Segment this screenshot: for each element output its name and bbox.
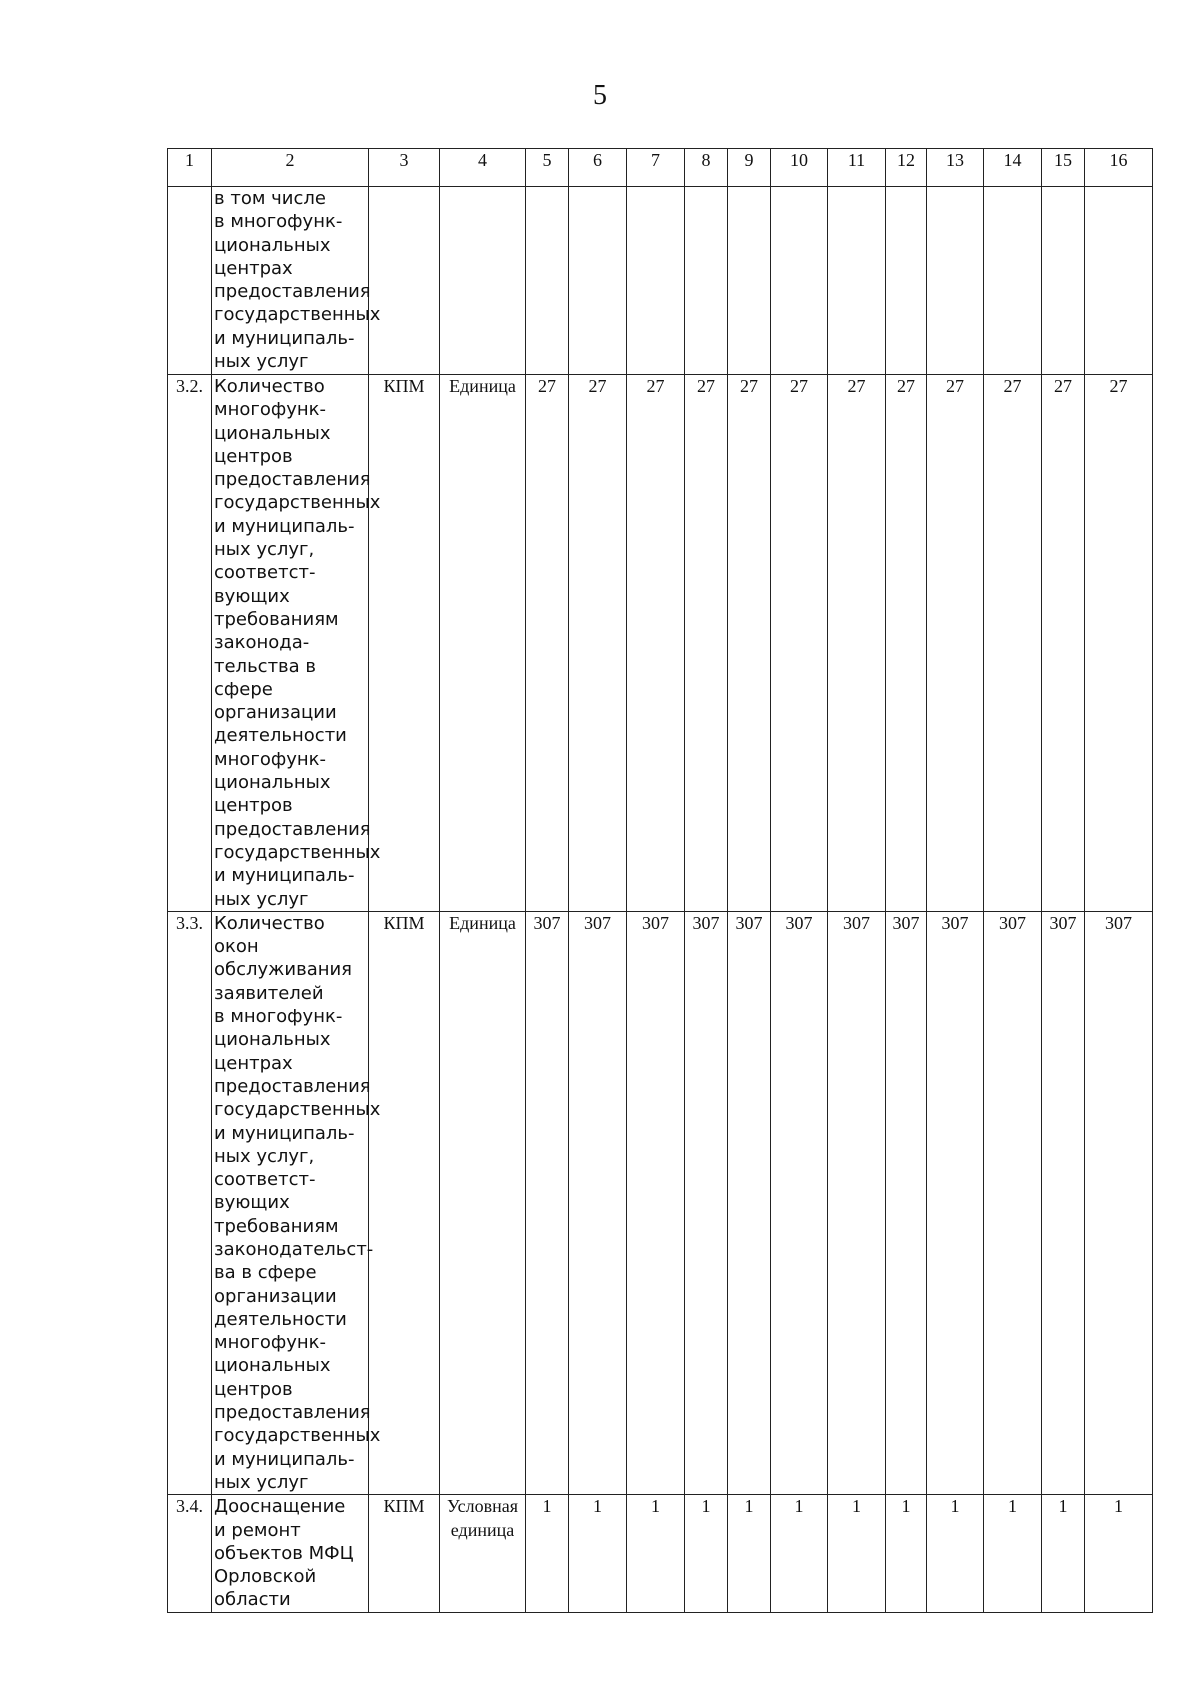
value-cell: 307: [1085, 911, 1153, 1494]
value-cell: 27: [685, 375, 728, 912]
value-cell: 307: [685, 911, 728, 1494]
value-cell: [927, 187, 984, 375]
value-cell: 1: [526, 1495, 569, 1613]
indicator-name: Количество окон обслуживания заявителей в многофунк- циональных центрах предоставления государственных и муниципаль- ных услуг, соответст- вующих требованиям законодательст- ва в сфере организации деятельности многофунк- циональных центров предоставления государственных и муниципаль- ных услуг: [212, 911, 369, 1494]
value-cell: 1: [984, 1495, 1042, 1613]
value-cell: 27: [728, 375, 771, 912]
value-cell: 307: [984, 911, 1042, 1494]
value-cell: [685, 187, 728, 375]
value-cell: [828, 187, 886, 375]
table-row: [168, 375, 1153, 912]
column-header: 5: [526, 149, 569, 187]
value-cell: 307: [627, 911, 685, 1494]
row-number: [168, 187, 212, 375]
value-cell: 307: [526, 911, 569, 1494]
source-cell: КПМ: [369, 911, 440, 1494]
value-cell: 1: [1042, 1495, 1085, 1613]
unit-cell: [440, 187, 526, 375]
source-cell: [369, 187, 440, 375]
value-cell: [728, 187, 771, 375]
table-row: [168, 187, 1153, 375]
value-cell: 307: [828, 911, 886, 1494]
row-number: 3.2.: [168, 375, 212, 912]
table-header-row: [168, 149, 1153, 187]
value-cell: [569, 187, 627, 375]
column-header: 4: [440, 149, 526, 187]
value-cell: 1: [828, 1495, 886, 1613]
value-cell: 27: [927, 375, 984, 912]
unit-cell: Условная единица: [440, 1495, 526, 1613]
column-header: 3: [369, 149, 440, 187]
column-header: 9: [728, 149, 771, 187]
value-cell: 1: [927, 1495, 984, 1613]
value-cell: 307: [728, 911, 771, 1494]
column-header: 16: [1085, 149, 1153, 187]
column-header: 10: [771, 149, 828, 187]
value-cell: 307: [569, 911, 627, 1494]
value-cell: [1042, 187, 1085, 375]
value-cell: 27: [627, 375, 685, 912]
value-cell: 307: [771, 911, 828, 1494]
column-header: 7: [627, 149, 685, 187]
source-cell: КПМ: [369, 375, 440, 912]
value-cell: [771, 187, 828, 375]
indicator-name: в том числе в многофунк- циональных центрах предоставления государственных и муниципаль- ных услуг: [212, 187, 369, 375]
value-cell: 1: [685, 1495, 728, 1613]
column-header: 15: [1042, 149, 1085, 187]
value-cell: 1: [886, 1495, 927, 1613]
indicators-table: [167, 148, 1153, 1613]
table-row: [168, 911, 1153, 1494]
indicator-name: Дооснащение и ремонт объектов МФЦ Орловской области: [212, 1495, 369, 1613]
column-header: 1: [168, 149, 212, 187]
row-number: 3.3.: [168, 911, 212, 1494]
row-number: 3.4.: [168, 1495, 212, 1613]
value-cell: 307: [1042, 911, 1085, 1494]
column-header: 11: [828, 149, 886, 187]
indicator-name: Количество многофунк- циональных центров предоставления государственных и муниципаль- ных услуг, соответст- вующих требованиям законода- тельства в сфере организации деятельности многофунк- циональных центров предоставления государственных и муниципаль- ных услуг: [212, 375, 369, 912]
value-cell: [1085, 187, 1153, 375]
value-cell: 27: [1085, 375, 1153, 912]
value-cell: 1: [569, 1495, 627, 1613]
column-header: 8: [685, 149, 728, 187]
value-cell: 27: [984, 375, 1042, 912]
value-cell: [526, 187, 569, 375]
value-cell: 27: [771, 375, 828, 912]
value-cell: 27: [526, 375, 569, 912]
value-cell: 1: [728, 1495, 771, 1613]
column-header: 2: [212, 149, 369, 187]
value-cell: 1: [627, 1495, 685, 1613]
unit-cell: Единица: [440, 375, 526, 912]
value-cell: 27: [1042, 375, 1085, 912]
value-cell: [886, 187, 927, 375]
source-cell: КПМ: [369, 1495, 440, 1613]
value-cell: 1: [771, 1495, 828, 1613]
value-cell: 27: [886, 375, 927, 912]
unit-cell: Единица: [440, 911, 526, 1494]
column-header: 12: [886, 149, 927, 187]
column-header: 13: [927, 149, 984, 187]
value-cell: 307: [886, 911, 927, 1494]
page-number: 5: [593, 80, 607, 111]
value-cell: 27: [569, 375, 627, 912]
value-cell: 307: [927, 911, 984, 1494]
table-row: [168, 1495, 1153, 1613]
value-cell: 1: [1085, 1495, 1153, 1613]
value-cell: [984, 187, 1042, 375]
value-cell: [627, 187, 685, 375]
column-header: 6: [569, 149, 627, 187]
column-header: 14: [984, 149, 1042, 187]
value-cell: 27: [828, 375, 886, 912]
